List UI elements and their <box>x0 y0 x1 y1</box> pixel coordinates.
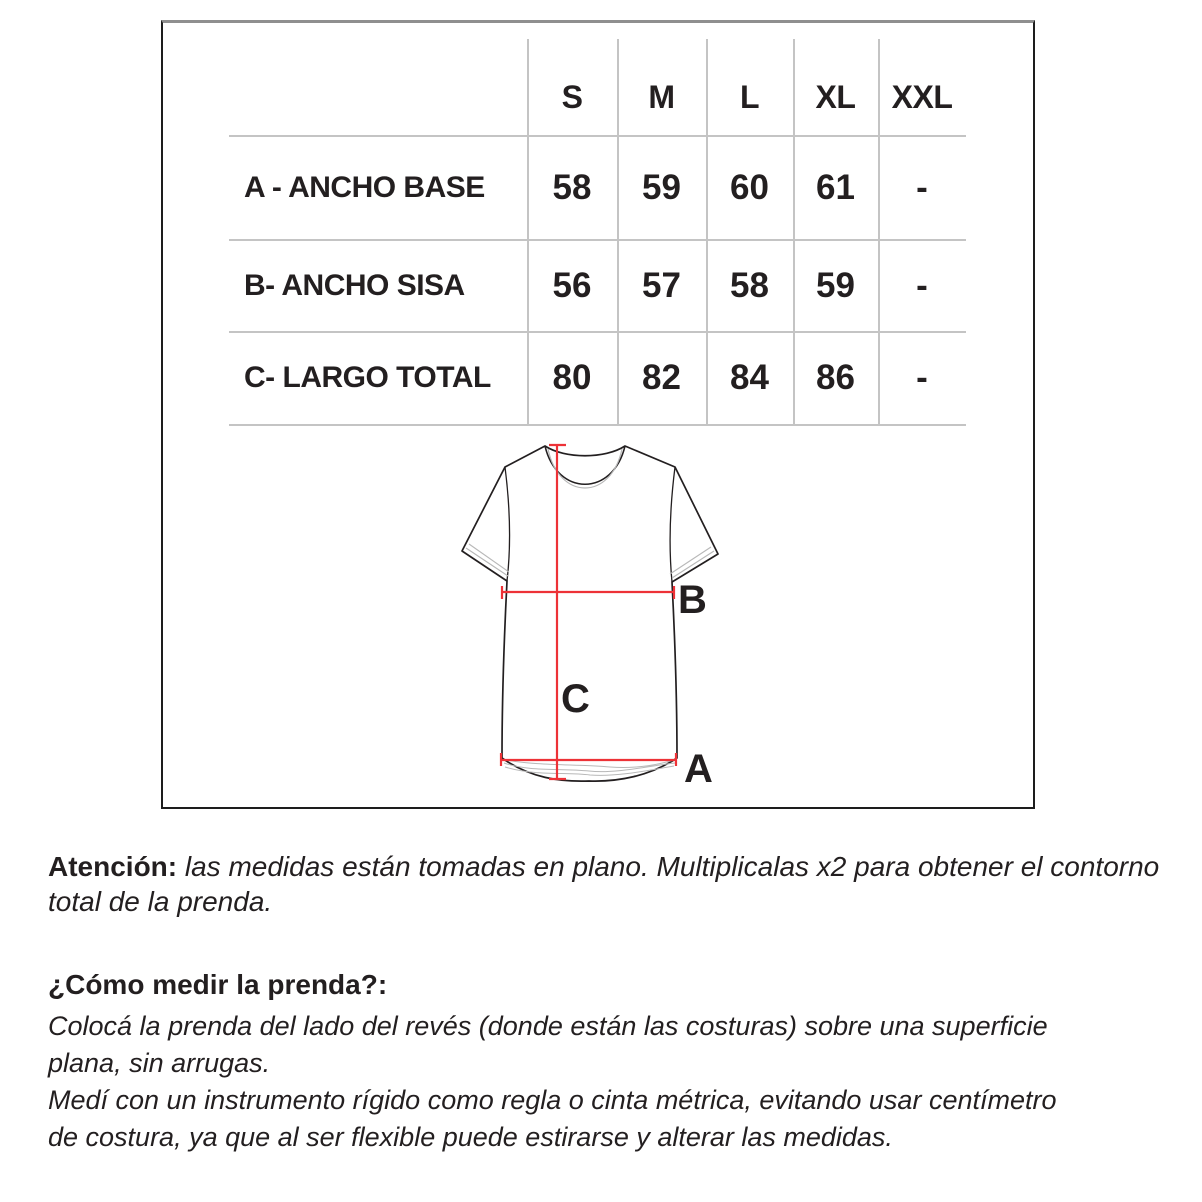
attention-line-2: total de la prenda. <box>48 886 273 917</box>
size-col-header-xl: XL <box>815 79 856 115</box>
how-to-measure-instructions <box>48 1008 1057 1156</box>
size-col-header-s: S <box>561 79 583 115</box>
how-to-measure-title: ¿Cómo medir la prenda?: <box>48 969 388 1000</box>
value-cell: 80 <box>552 358 592 397</box>
size-table <box>229 39 966 425</box>
value-cell: 59 <box>642 168 681 207</box>
diagram-label-c: C <box>561 677 590 721</box>
value-cell: 57 <box>642 266 681 305</box>
instruction-line-2: plana, sin arrugas. <box>48 1048 271 1078</box>
attention-line-1 <box>48 849 1159 884</box>
diagram-label-b: B <box>678 578 707 622</box>
instruction-line-4: de costura, ya que al ser flexible puede estirarse y alterar las medidas. <box>48 1122 893 1152</box>
row-label-largo-total: C- LARGO TOTAL <box>244 361 491 394</box>
size-col-header-xxl: XXL <box>891 79 953 115</box>
row-label-ancho-sisa: B- ANCHO SISA <box>244 269 465 302</box>
value-cell: - <box>916 358 928 397</box>
value-cell: 59 <box>816 266 855 305</box>
attention-label: Atención: <box>48 851 178 882</box>
value-cell: 58 <box>552 168 592 207</box>
value-cell: 61 <box>816 168 855 207</box>
value-cell: 86 <box>816 358 855 397</box>
value-cell: 60 <box>730 168 769 207</box>
corner-cell <box>229 39 527 136</box>
value-cell: 58 <box>730 266 769 305</box>
instruction-line-3: Medí con un instrumento rígido como regla o cinta métrica, evitando usar centímetro <box>48 1085 1057 1115</box>
instruction-line-1: Colocá la prenda del lado del revés (donde están las costuras) sobre una superficie <box>48 1011 1048 1041</box>
value-cell: - <box>916 266 928 305</box>
size-col-header-l: L <box>739 79 760 115</box>
attention-text-1: las medidas están tomadas en plano. Multiplicalas x2 para obtener el contorno <box>177 851 1160 882</box>
attention-note <box>48 849 1159 919</box>
value-cell: - <box>916 168 928 207</box>
value-cell: 82 <box>642 358 681 397</box>
diagram-label-a: A <box>684 747 713 791</box>
value-cell: 84 <box>730 358 769 397</box>
size-col-header-m: M <box>648 79 675 115</box>
tshirt-measurement-diagram <box>430 424 750 796</box>
value-cell: 56 <box>552 266 592 305</box>
row-label-ancho-base: A - ANCHO BASE <box>244 171 485 204</box>
